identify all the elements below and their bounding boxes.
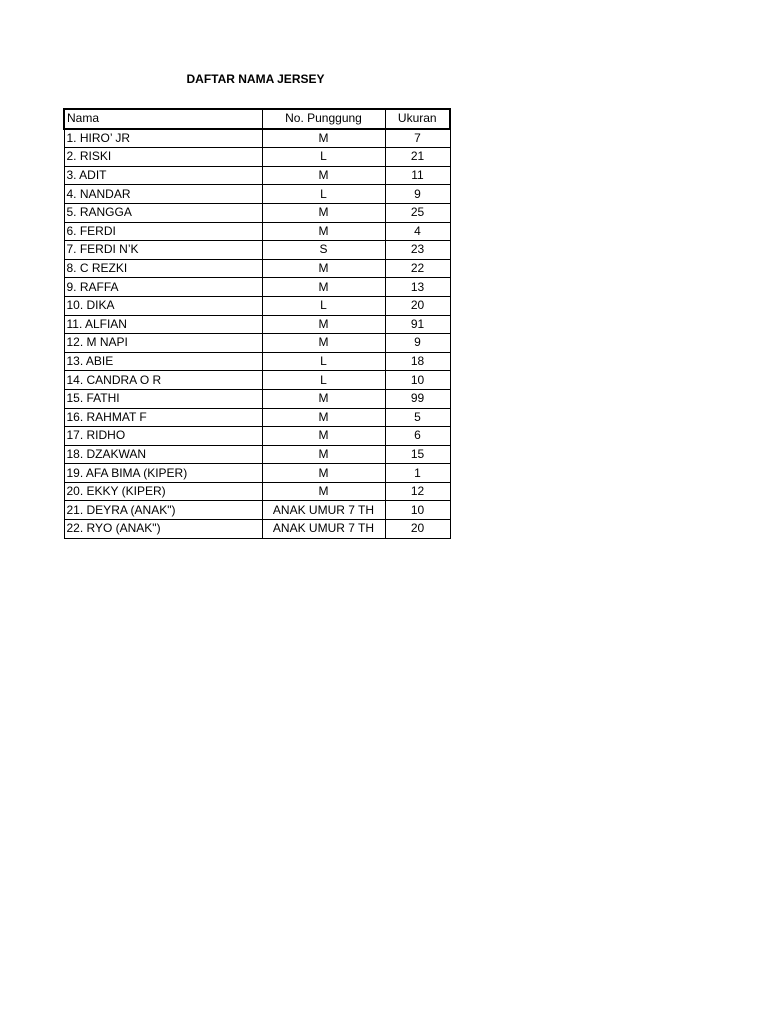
- table-row: [64, 408, 450, 427]
- cell-no-punggung: L: [262, 371, 385, 390]
- table-row: [64, 129, 450, 148]
- cell-no-punggung: L: [262, 185, 385, 204]
- cell-nama: 19. AFA BIMA (KIPER): [64, 464, 262, 483]
- cell-nama: 18. DZAKWAN: [64, 445, 262, 464]
- cell-ukuran: 6: [385, 427, 450, 446]
- cell-nama: 14. CANDRA O R: [64, 371, 262, 390]
- table-row: [64, 464, 450, 483]
- table-row: [64, 148, 450, 167]
- cell-nama: 3. ADIT: [64, 166, 262, 185]
- cell-no-punggung: M: [262, 278, 385, 297]
- table-row: [64, 371, 450, 390]
- cell-ukuran: 21: [385, 148, 450, 167]
- cell-nama: 13. ABIE: [64, 352, 262, 371]
- cell-ukuran: 15: [385, 445, 450, 464]
- cell-ukuran: 9: [385, 334, 450, 353]
- cell-ukuran: 10: [385, 371, 450, 390]
- cell-no-punggung: M: [262, 389, 385, 408]
- cell-ukuran: 18: [385, 352, 450, 371]
- cell-nama: 5. RANGGA: [64, 203, 262, 222]
- column-header-no-punggung: No. Punggung: [262, 109, 385, 129]
- cell-ukuran: 11: [385, 166, 450, 185]
- table-row: [64, 334, 450, 353]
- cell-nama: 2. RISKI: [64, 148, 262, 167]
- table-row: [64, 427, 450, 446]
- cell-no-punggung: ANAK UMUR 7 TH: [262, 501, 385, 520]
- cell-nama: 16. RAHMAT F: [64, 408, 262, 427]
- table-row: [64, 241, 450, 260]
- cell-nama: 9. RAFFA: [64, 278, 262, 297]
- cell-ukuran: 91: [385, 315, 450, 334]
- cell-nama: 12. M NAPI: [64, 334, 262, 353]
- cell-ukuran: 25: [385, 203, 450, 222]
- cell-nama: 15. FATHI: [64, 389, 262, 408]
- cell-no-punggung: M: [262, 334, 385, 353]
- column-header-ukuran: Ukuran: [385, 109, 450, 129]
- cell-ukuran: 7: [385, 129, 450, 148]
- cell-no-punggung: M: [262, 129, 385, 148]
- table-row: [64, 259, 450, 278]
- column-header-nama: Nama: [64, 109, 262, 129]
- cell-ukuran: 12: [385, 482, 450, 501]
- cell-nama: 11. ALFIAN: [64, 315, 262, 334]
- cell-nama: 17. RIDHO: [64, 427, 262, 446]
- table-row: [64, 389, 450, 408]
- table-row: [64, 296, 450, 315]
- table-row: [64, 222, 450, 241]
- table-row: [64, 482, 450, 501]
- cell-no-punggung: M: [262, 315, 385, 334]
- cell-no-punggung: M: [262, 259, 385, 278]
- cell-ukuran: 13: [385, 278, 450, 297]
- table-row: [64, 352, 450, 371]
- cell-ukuran: 9: [385, 185, 450, 204]
- page-title: DAFTAR NAMA JERSEY: [186, 72, 325, 86]
- table-header: [64, 109, 450, 129]
- cell-ukuran: 10: [385, 501, 450, 520]
- table-row: [64, 501, 450, 520]
- table-row: [64, 185, 450, 204]
- cell-ukuran: 20: [385, 520, 450, 539]
- cell-nama: 20. EKKY (KIPER): [64, 482, 262, 501]
- cell-ukuran: 4: [385, 222, 450, 241]
- cell-no-punggung: M: [262, 222, 385, 241]
- cell-ukuran: 1: [385, 464, 450, 483]
- cell-nama: 1. HIRO’ JR: [64, 129, 262, 148]
- cell-nama: 7. FERDI N’K: [64, 241, 262, 260]
- cell-no-punggung: M: [262, 166, 385, 185]
- cell-ukuran: 23: [385, 241, 450, 260]
- cell-ukuran: 5: [385, 408, 450, 427]
- table-row: [64, 166, 450, 185]
- table-row: [64, 203, 450, 222]
- cell-no-punggung: M: [262, 408, 385, 427]
- cell-no-punggung: M: [262, 427, 385, 446]
- table-body: [64, 129, 450, 539]
- cell-ukuran: 20: [385, 296, 450, 315]
- cell-nama: 4. NANDAR: [64, 185, 262, 204]
- cell-no-punggung: M: [262, 482, 385, 501]
- table-row: [64, 278, 450, 297]
- jersey-table: [63, 108, 451, 539]
- cell-nama: 8. C REZKI: [64, 259, 262, 278]
- table-row: [64, 445, 450, 464]
- cell-no-punggung: L: [262, 352, 385, 371]
- cell-nama: 6. FERDI: [64, 222, 262, 241]
- table-row: [64, 520, 450, 539]
- cell-nama: 21. DEYRA (ANAK"): [64, 501, 262, 520]
- cell-no-punggung: M: [262, 203, 385, 222]
- cell-ukuran: 99: [385, 389, 450, 408]
- cell-no-punggung: M: [262, 445, 385, 464]
- cell-no-punggung: M: [262, 464, 385, 483]
- cell-nama: 22. RYO (ANAK"): [64, 520, 262, 539]
- cell-no-punggung: L: [262, 296, 385, 315]
- cell-no-punggung: ANAK UMUR 7 TH: [262, 520, 385, 539]
- cell-no-punggung: S: [262, 241, 385, 260]
- table-row: [64, 315, 450, 334]
- header-row: [64, 109, 450, 129]
- cell-no-punggung: L: [262, 148, 385, 167]
- cell-nama: 10. DIKA: [64, 296, 262, 315]
- cell-ukuran: 22: [385, 259, 450, 278]
